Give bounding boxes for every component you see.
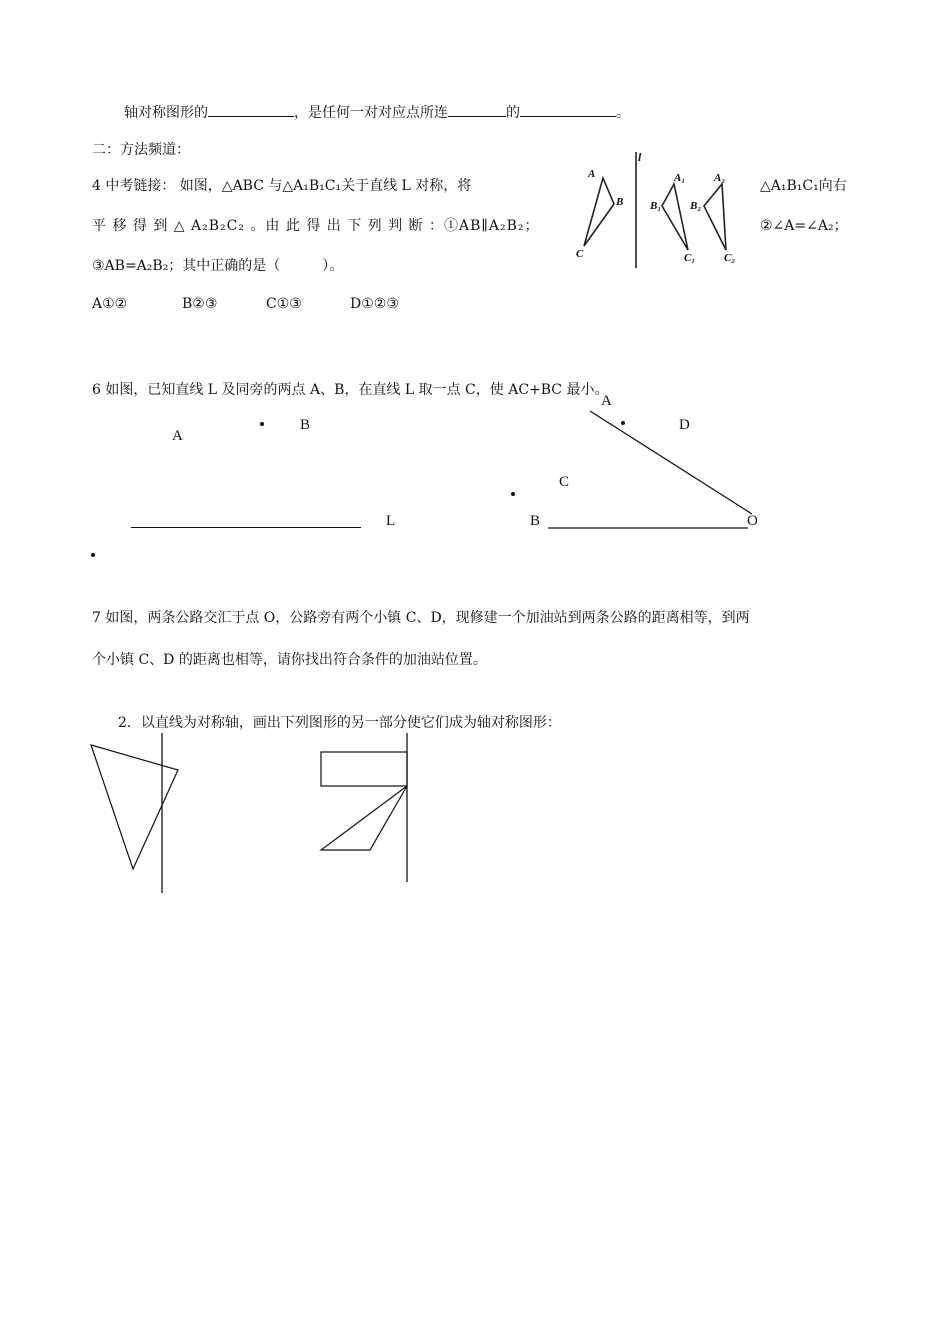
q4-line2-right: ②∠A=∠A₂； bbox=[760, 218, 848, 234]
q7-label-a: A bbox=[601, 393, 612, 409]
q4-label-c: C bbox=[576, 248, 584, 260]
q4-line1-left: 4 中考链接： 如图，△ABC 与△A₁B₁C₁关于直线 L 对称，将 bbox=[92, 178, 472, 194]
q4-option-d[interactable]: D①②③ bbox=[350, 296, 399, 312]
q2-rectangle bbox=[321, 752, 407, 786]
q4-label-a2: A₂ bbox=[714, 172, 726, 184]
q4-label-b2: B₂ bbox=[690, 200, 702, 212]
q2-triangle bbox=[91, 745, 178, 869]
q4-label-c1: C₁ bbox=[684, 252, 696, 264]
q4-label-b1: B₁ bbox=[650, 200, 662, 212]
q4-line3: ③AB=A₂B₂；其中正确的是（ ）。 bbox=[92, 258, 344, 274]
q1-mid2: 的 bbox=[506, 105, 520, 121]
section-2-heading: 二：方法频道： bbox=[92, 142, 190, 158]
q2-text: 2．以直线为对称轴，画出下列图形的另一部分使它们成为轴对称图形： bbox=[118, 715, 561, 731]
q4-line1-right: △A₁B₁C₁向右 bbox=[760, 178, 847, 194]
q2-slanted-shape bbox=[321, 786, 407, 850]
q7-label-d: D bbox=[679, 417, 690, 433]
q7-line2: 个小镇 C、D 的距离也相等，请你找出符合条件的加油站位置。 bbox=[92, 652, 487, 668]
q4-label-axis: l bbox=[638, 150, 642, 164]
q1-before: 轴对称图形的 bbox=[124, 105, 208, 121]
q4-label-c2: C₂ bbox=[724, 252, 736, 264]
q7-label-o: O bbox=[747, 513, 758, 529]
q4-option-a[interactable]: A①② bbox=[92, 296, 128, 312]
q7-label-b: B bbox=[530, 513, 541, 529]
q7-label-c: C bbox=[559, 474, 570, 490]
q4-option-b[interactable]: B②③ bbox=[182, 296, 218, 312]
q6-label-a: A bbox=[172, 428, 183, 444]
q1-middle: ，是任何一对对应点所连 bbox=[294, 105, 448, 121]
q4-option-c[interactable]: C①③ bbox=[266, 296, 302, 312]
q4-label-b: B bbox=[616, 196, 624, 208]
q4-line2-left: 平 移 得 到 △ A₂B₂C₂ 。由 此 得 出 下 列 判 断 ：①AB∥A₂B₂； bbox=[92, 218, 540, 234]
q6-label-l: L bbox=[386, 513, 396, 529]
q4-label-a: A bbox=[588, 168, 596, 180]
q4-label-a1: A₁ bbox=[674, 172, 686, 184]
q6-label-b: B bbox=[300, 417, 311, 433]
q7-line1: 7 如图，两条公路交汇于点 O，公路旁有两个小镇 C、D，现修建一个加油站到两条公路的距离相等，到两 bbox=[92, 610, 750, 626]
q6-text: 6 如图，已知直线 L 及同旁的两点 A、B，在直线 L 取一点 C，使 AC+BC 最小。 bbox=[92, 382, 609, 398]
q1-end: 。 bbox=[616, 105, 630, 121]
